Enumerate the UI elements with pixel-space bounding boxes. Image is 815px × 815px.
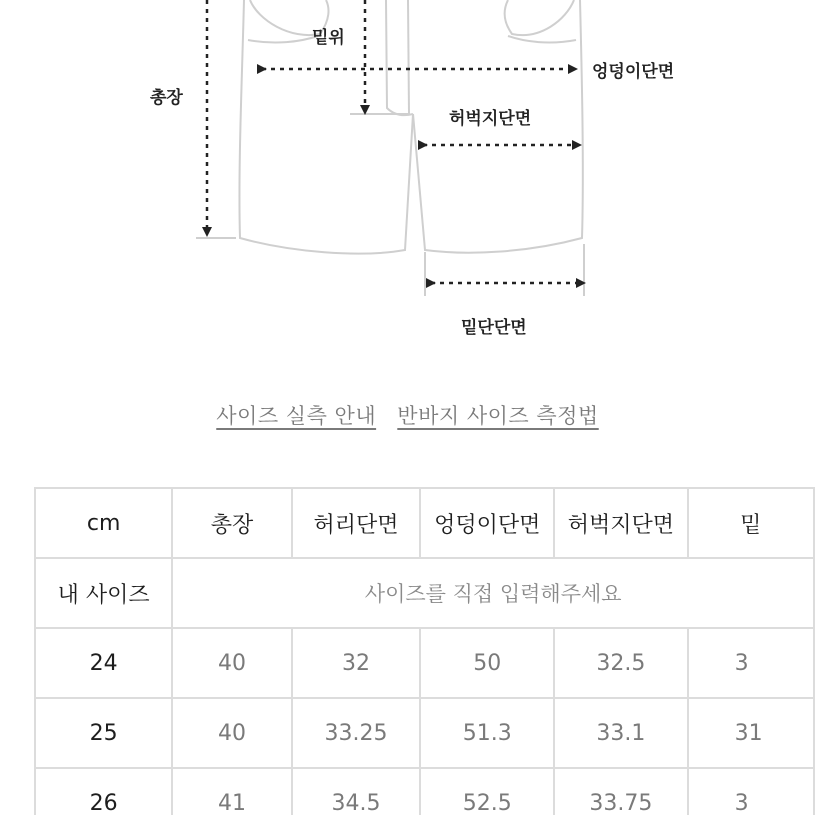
value-cell: 41 [172, 768, 291, 815]
shorts-illustration [0, 0, 815, 360]
value-cell: 3 [688, 628, 814, 698]
value-cell: 40 [172, 628, 291, 698]
value-cell: 32 [292, 628, 421, 698]
hip-label: 엉덩이단면 [592, 62, 675, 82]
header-waist: 허리단면 [292, 488, 421, 558]
header-hip: 엉덩이단면 [420, 488, 554, 558]
total-length-label: 총장 [150, 88, 183, 108]
measure-method-link[interactable]: 반바지 사이즈 측정법 [397, 404, 599, 428]
size-guide-links [0, 400, 815, 430]
table-row [35, 698, 814, 768]
size-cell: 25 [35, 698, 172, 768]
my-size-label: 내 사이즈 [35, 558, 172, 628]
header-thigh: 허벅지단면 [554, 488, 688, 558]
size-cell: 26 [35, 768, 172, 815]
shorts-outline [196, 0, 584, 296]
value-cell: 34.5 [292, 768, 421, 815]
right-pocket-edge [508, 36, 576, 43]
thigh-label: 허벅지단면 [449, 109, 532, 129]
header-hem-partial: 밑 [688, 488, 814, 558]
right-pocket [505, 0, 574, 35]
size-guide-link[interactable]: 사이즈 실측 안내 [216, 404, 377, 428]
rise-label: 밑위 [312, 28, 345, 48]
value-cell: 40 [172, 698, 291, 768]
value-cell: 32.5 [554, 628, 688, 698]
value-cell: 3 [688, 768, 814, 815]
table-row [35, 768, 814, 815]
value-cell: 31 [688, 698, 814, 768]
my-size-row [35, 558, 814, 628]
value-cell: 33.25 [292, 698, 421, 768]
value-cell: 51.3 [420, 698, 554, 768]
value-cell: 50 [420, 628, 554, 698]
left-pocket-edge [248, 36, 318, 43]
table-header-row [35, 488, 814, 558]
value-cell: 52.5 [420, 768, 554, 815]
size-table [34, 487, 815, 815]
shorts-measurement-diagram [0, 0, 815, 360]
header-unit: cm [35, 488, 172, 558]
value-cell: 33.75 [554, 768, 688, 815]
value-cell: 33.1 [554, 698, 688, 768]
hem-label: 밑단단면 [461, 318, 527, 338]
my-size-input[interactable]: 사이즈를 직접 입력해주세요 [172, 558, 814, 628]
size-cell: 24 [35, 628, 172, 698]
fly-line [408, 0, 409, 114]
header-total-length: 총장 [172, 488, 291, 558]
table-row [35, 628, 814, 698]
